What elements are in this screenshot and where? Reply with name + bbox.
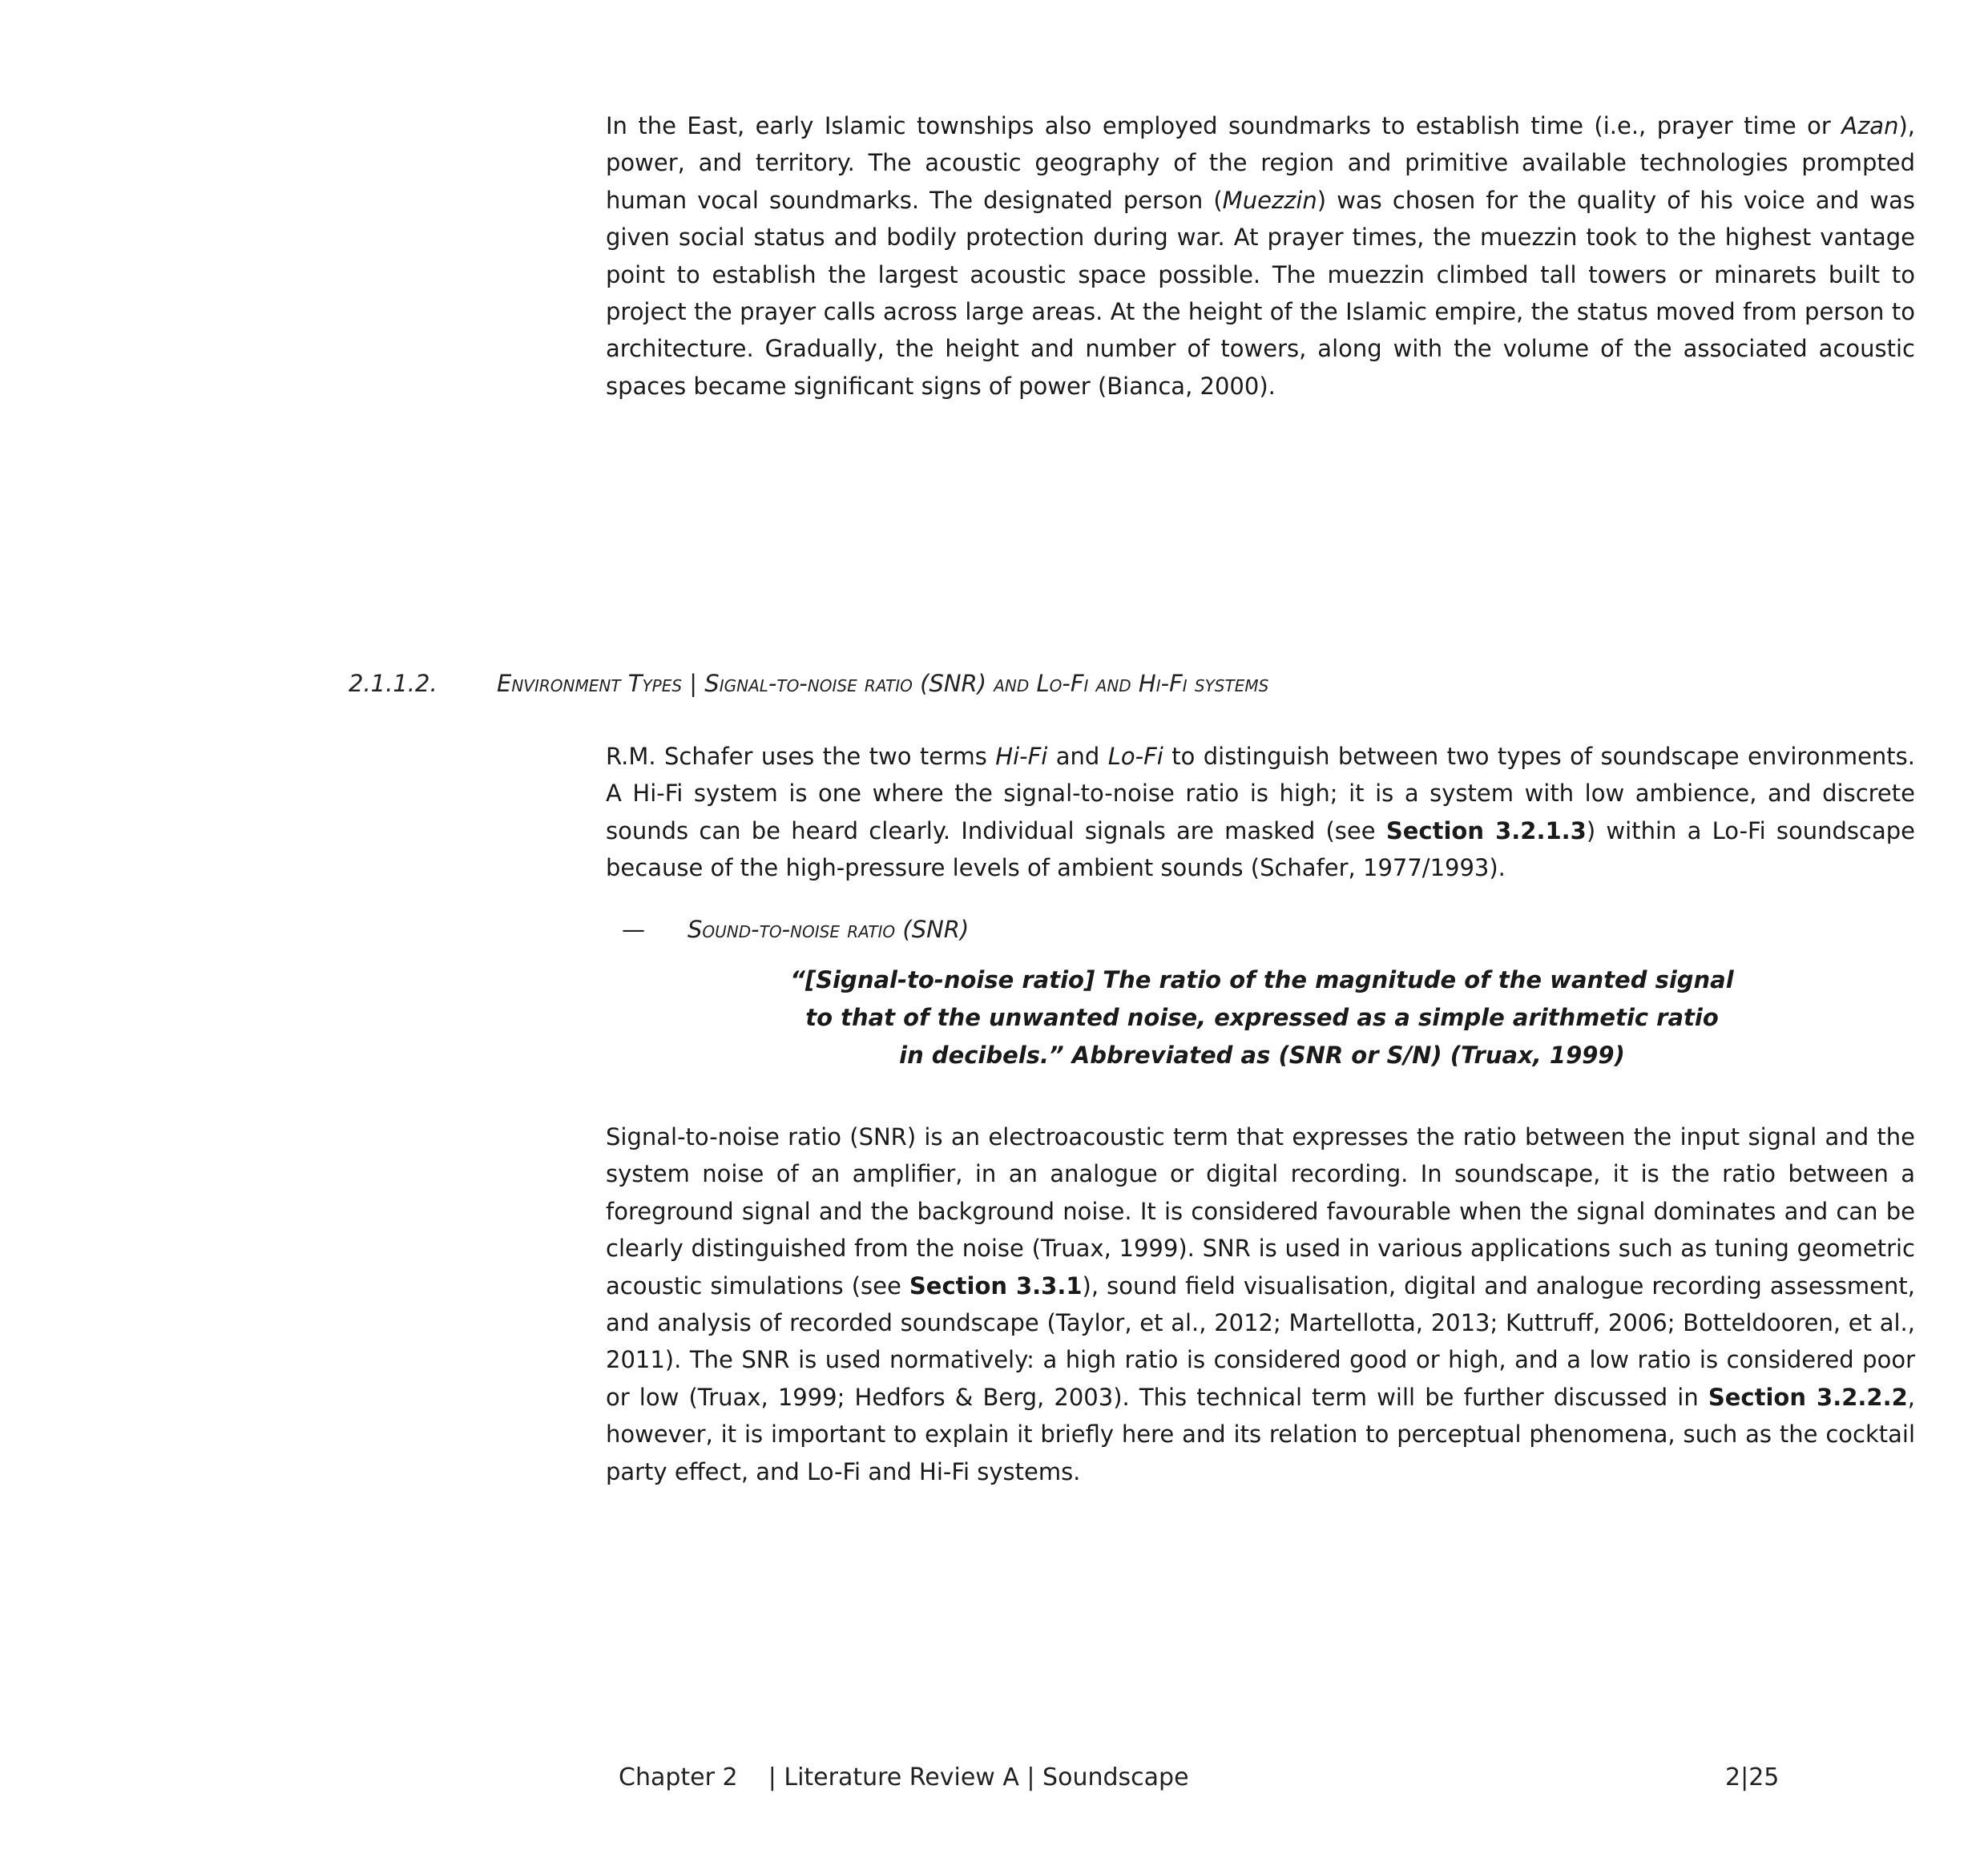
quote-line: in decibels.” Abbreviated as (SNR or S/N) (Truax, 1999): [899, 1042, 1625, 1069]
text-run: and: [1047, 743, 1108, 770]
text-run: R.M. Schafer uses the two terms: [606, 743, 996, 770]
term-muezzin: Muezzin: [1222, 186, 1317, 214]
section-title-part1: Environment Types: [497, 670, 683, 697]
quote-line: “[Signal-to-noise ratio] The ratio of the magnitude of the wanted signal: [790, 966, 1734, 993]
paragraph-snr: [606, 1118, 1915, 1490]
footer-chapter-title: Chapter 2 | Literature Review A | Soundscape: [619, 1763, 1189, 1791]
paragraph-hifi-lofi: [606, 738, 1915, 887]
text-run: ) was chosen for the quality of his voice and was given social status and bodily protection during war. At prayer times, the muezzin took to the highest vantage point to establish the largest acoustic space possible. The muezzin climbed tall towers or minarets built to project the prayer calls across large areas. At the height of the Islamic empire, the status moved from person to architecture. Gradually, the height and number of towers, along with the volume of the associated acoustic spaces became significant signs of power (Bianca, 2000).: [606, 186, 1915, 400]
text-run: to distinguish between two types of soundscape environments. A Hi-Fi system is one where the signal-to-noise ratio is high; it is a system with low ambience, and discrete sounds can be heard clearly. Individual signals are masked (see: [606, 743, 1916, 844]
section-separator: |: [689, 670, 698, 697]
definition-heading: [622, 916, 969, 943]
text-run: , however, it is important to explain it briefly here and its relation to perceptual phenomena, such as the cocktail party effect, and Lo-Fi and Hi-Fi systems.: [606, 1383, 1915, 1485]
definition-label: Sound-to-noise ratio (SNR): [688, 916, 970, 943]
text-run: ), power, and territory. The acoustic geography of the region and primitive available technologies prompted human vocal soundmarks. The designated person (: [606, 112, 1915, 214]
section-reference: Section 3.2.1.3: [1385, 816, 1587, 844]
definition-quote: [769, 961, 1755, 1074]
text-run: In the East, early Islamic townships also employed soundmarks to establish time (i.e., prayer time or: [606, 112, 1842, 139]
quote-line: to that of the unwanted noise, expressed as a simple arithmetic ratio: [805, 1004, 1719, 1031]
section-reference: Section 3.2.2.2: [1708, 1383, 1908, 1411]
section-number: 2.1.1.2.: [349, 670, 438, 697]
term-lofi: Lo-Fi: [1107, 743, 1163, 770]
text-run: Signal-to-noise ratio (SNR) is an electroacoustic term that expresses the ratio between the input signal and the system noise of an amplifier, in an analogue or digital recording. In soundscape, it is the ratio between a foreground signal and the background noise. It is considered favourable when the signal dominates and can be clearly distinguished from the noise (Truax, 1999). SNR is used in various applications such as tuning geometric acoustic simulations (see: [606, 1123, 1915, 1300]
term-azan: Azan: [1841, 112, 1899, 139]
em-dash: —: [622, 916, 645, 943]
section-reference: Section 3.3.1: [909, 1271, 1083, 1300]
paragraph-islamic-soundmarks: [606, 107, 1915, 405]
term-hifi: Hi-Fi: [995, 743, 1048, 770]
text-run: ), sound field visualisation, digital and analogue recording assessment, and analysis of recorded soundscape (Taylor, et al., 2012; Martellotta, 2013; Kuttruff, 2006; Botteldooren, et al., 2011). The SNR is used normatively: a high ratio is considered good or high, and a low ratio is considered poor or low (Truax, 1999; Hedfors & Berg, 2003). This technical term will be further discussed in: [606, 1271, 1915, 1411]
section-title-part2: Signal-to-noise ratio (SNR) and Lo-Fi and Hi-Fi systems: [704, 670, 1269, 697]
footer-page-number: 2|25: [1725, 1763, 1780, 1791]
section-heading: [349, 670, 1268, 697]
text-run: ) within a Lo-Fi soundscape because of the high-pressure levels of ambient sounds (Schafer, 1977/1993).: [606, 816, 1915, 882]
